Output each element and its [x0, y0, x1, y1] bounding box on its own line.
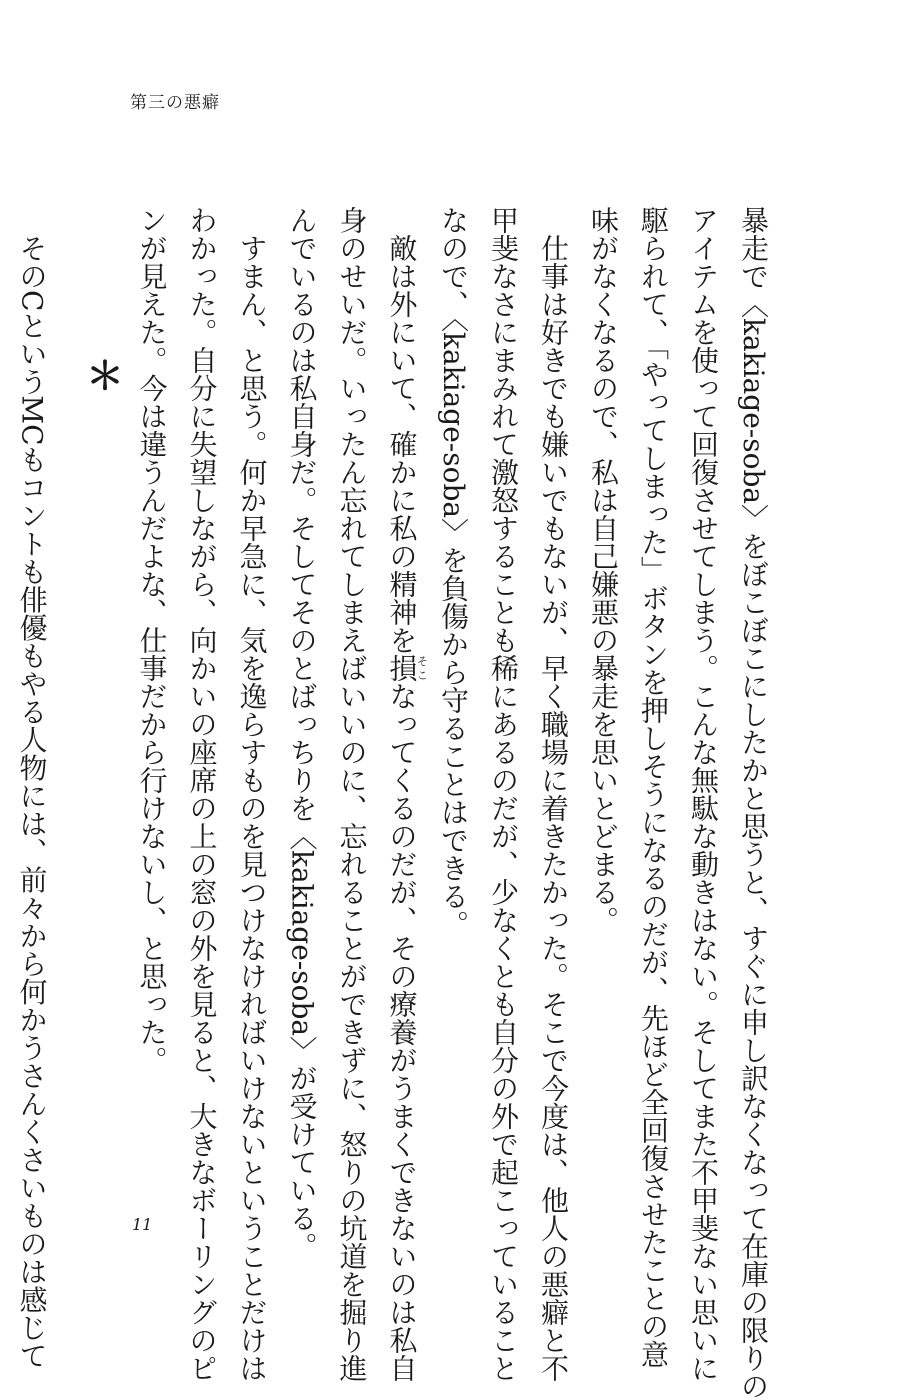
- section-break-asterisk: ＊: [79, 356, 125, 394]
- ruby-reading: そこ: [415, 654, 429, 682]
- text-column-1: 暴走で〈kakiage-soba〉をぼこぼこにしたかと思うと、すぐに申し訳なくなって在庫の限りの: [737, 206, 770, 1400]
- page-number: 11: [132, 1215, 153, 1234]
- text-column-8: [377, 206, 429, 1382]
- text-column-9: 身のせいだ。いったん忘れてしまえばいいのに、忘れることができずに、怒りの坑道を掘り進: [335, 206, 369, 1382]
- ruby-base: 損: [385, 654, 419, 682]
- text-column-11: すまん、と思う。何か早急に、気を逸らすものを見つけなければいけないということだけは: [235, 234, 269, 1382]
- text-column-5: 仕事は好きでも嫌いでもないが、早く職場に着きたかった。そこで今度は、他人の悪癖と不: [537, 234, 570, 1382]
- ruby-annotation: [385, 654, 429, 682]
- text-column-12: わかった。自分に失望しながら、向かいの座席の上の窓の外を見ると、大きなボーリングのピ: [185, 206, 219, 1382]
- running-head: 第三の悪癖: [130, 93, 220, 113]
- text-column-2: アイテムを使って回復させてしまう。こんな無駄な動きはない。そしてまた不甲斐ない思いに: [687, 206, 720, 1382]
- text-column-8-part-1: 敵は外にいて、確かに私の精神を: [385, 234, 419, 654]
- text-column-13: ンが見えた。今は違うんだよな、仕事だから行けないし、と思った。: [135, 206, 169, 1074]
- text-column-4: 味がなくなるので、私は自己嫌悪の暴走を思いとどまる。: [587, 206, 620, 934]
- text-column-7: なので、〈kakiage-soba〉を負傷から守ることはできる。: [437, 206, 470, 939]
- text-column-8-part-2: なってくるのだが、その療養がうまくできないのは私自: [385, 682, 419, 1382]
- text-column-3: 駆られて、「やってしまった」ボタンを押しそうになるのだが、先ほど全回復させたことの意: [637, 206, 670, 1368]
- text-column-14: そのCというMCもコントも俳優もやる人物には、前々から何かうさんくさいものは感じて: [15, 234, 49, 1370]
- text-column-6: 甲斐なさにまみれて激怒することも稀にあるのだが、少なくとも自分の外で起こっていること: [487, 206, 520, 1382]
- text-column-15: [0, 206, 7, 1176]
- text-column-10: んでいるのは私自身だ。そしてそのとばっちりを〈kakiage-soba〉が受けている。: [285, 206, 319, 1261]
